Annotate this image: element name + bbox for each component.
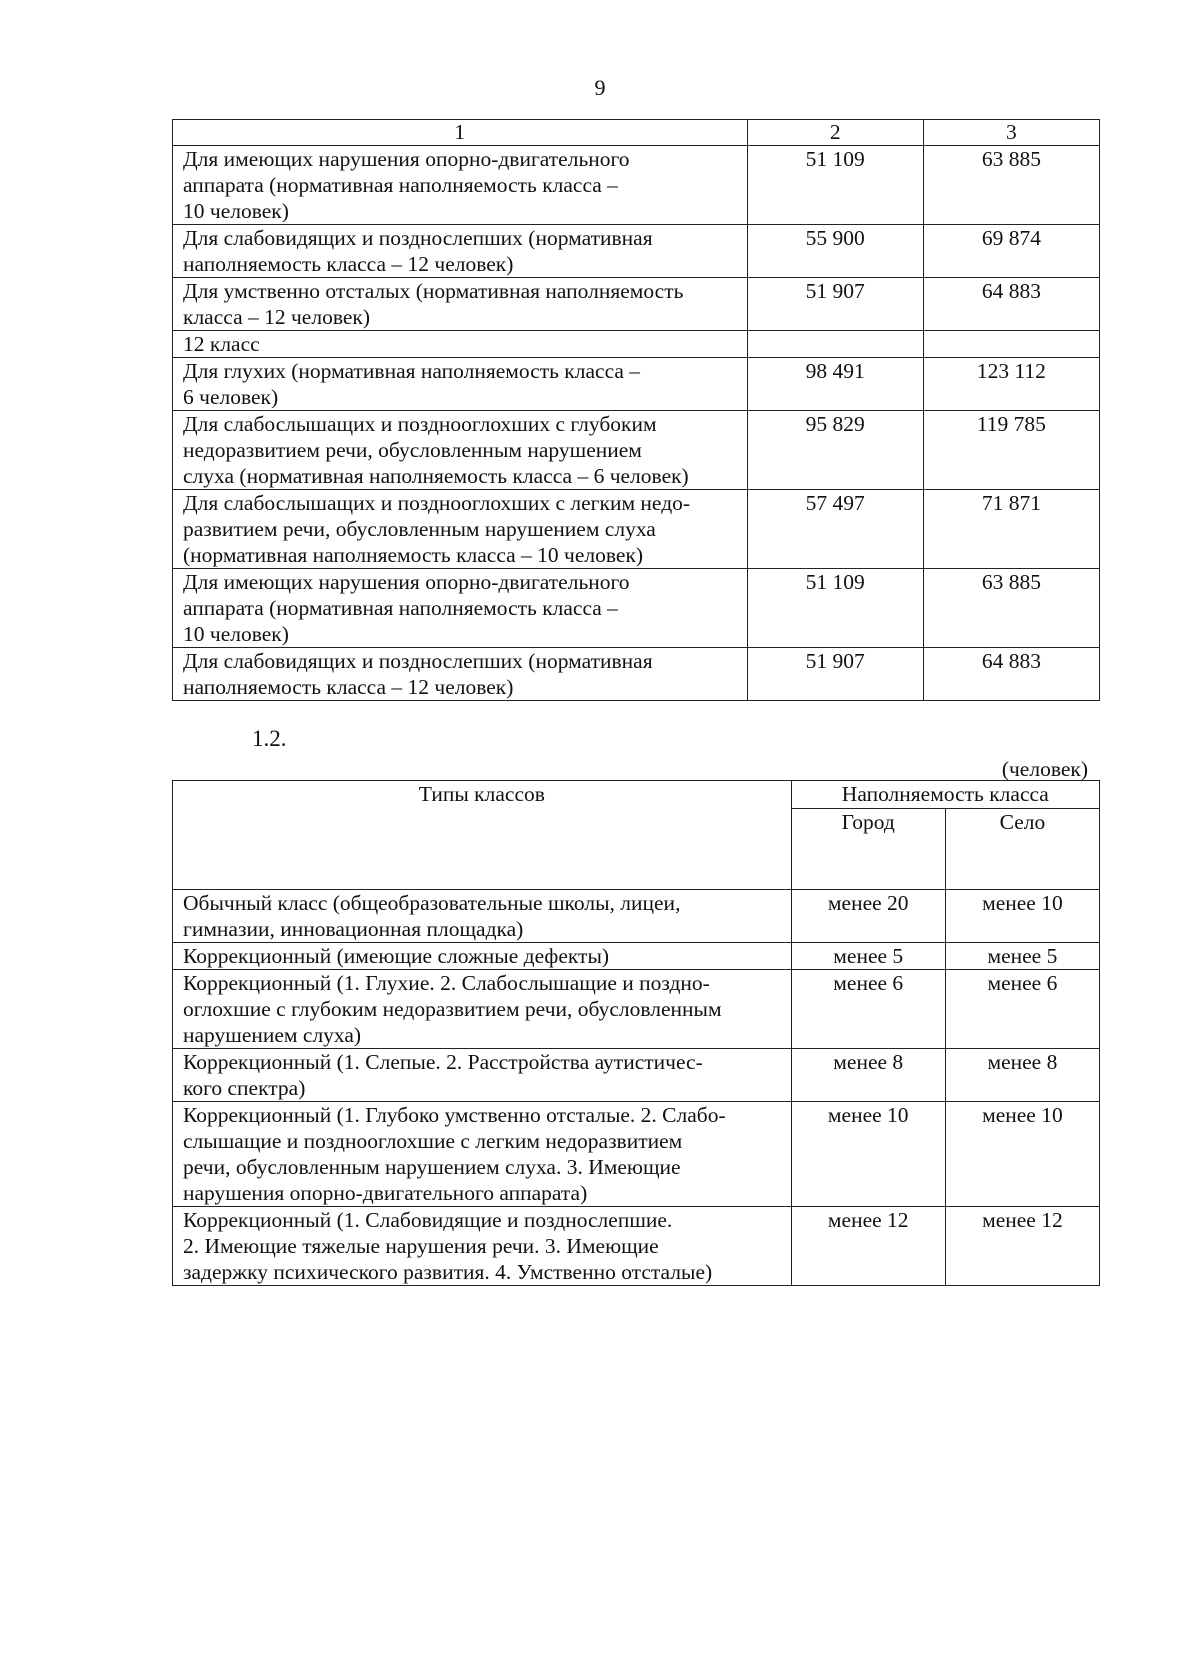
row-label-line: гимназии, инновационная площадка) (183, 917, 524, 941)
city-size-cell: менее 6 (791, 970, 945, 1049)
row-label-line: класса – 12 человек) (183, 305, 370, 329)
village-size-cell: менее 10 (945, 1102, 1099, 1207)
row-label (173, 569, 748, 648)
city-size-cell: менее 5 (791, 943, 945, 970)
row-label-line: 6 человек) (183, 385, 279, 409)
row-label-line: наполняемость класса – 12 человек) (183, 252, 514, 276)
row-label (173, 278, 748, 331)
table-row (173, 490, 1100, 569)
table-row (173, 943, 1100, 970)
value-cell-col2: 51 907 (747, 648, 923, 701)
row-label-line: наполняемость класса – 12 человек) (183, 675, 514, 699)
row-label-line: нарушения опорно-двигательного аппарата) (183, 1181, 588, 1205)
row-label-line: оглохшие с глубоким недоразвитием речи, обусловленным (183, 997, 722, 1021)
funding-table (172, 119, 1100, 701)
row-label-line: 10 человек) (183, 199, 289, 223)
village-size-cell: менее 8 (945, 1049, 1099, 1102)
village-size-cell: менее 10 (945, 890, 1099, 943)
village-header: Село (945, 809, 1099, 890)
class-types-header: Типы классов (173, 781, 792, 890)
row-label (173, 1102, 792, 1207)
value-cell-col3: 63 885 (923, 146, 1099, 225)
value-cell-col3: 64 883 (923, 648, 1099, 701)
row-label-line: Коррекционный (1. Слепые. 2. Расстройства аутистичес- (183, 1050, 703, 1074)
table-header-row (173, 781, 1100, 809)
row-label-line: слуха (нормативная наполняемость класса – 6 человек) (183, 464, 689, 488)
value-cell-col3: 69 874 (923, 225, 1099, 278)
table-row (173, 1102, 1100, 1207)
value-cell-col2: 98 491 (747, 358, 923, 411)
value-cell-col3: 71 871 (923, 490, 1099, 569)
row-label-line: 12 класс (183, 332, 260, 356)
row-label (173, 943, 792, 970)
row-label-line: аппарата (нормативная наполняемость класса – (183, 596, 618, 620)
row-label (173, 146, 748, 225)
table-row (173, 890, 1100, 943)
column-number-1: 1 (173, 120, 748, 146)
city-size-cell: менее 8 (791, 1049, 945, 1102)
table-row (173, 648, 1100, 701)
value-cell-col3: 123 112 (923, 358, 1099, 411)
row-label-line: задержку психического развития. 4. Умственно отсталые) (183, 1260, 713, 1284)
row-label (173, 358, 748, 411)
row-label-line: кого спектра) (183, 1076, 306, 1100)
row-label-line: Для слабовидящих и позднослепших (нормативная (183, 649, 653, 673)
value-cell-col2: 51 109 (747, 569, 923, 648)
row-label-line: Для глухих (нормативная наполняемость класса – (183, 359, 641, 383)
table-row (173, 1207, 1100, 1286)
class-size-table (172, 780, 1100, 1286)
table-row (173, 331, 1100, 358)
row-label (173, 490, 748, 569)
row-label-line: Коррекционный (имеющие сложные дефекты) (183, 944, 610, 968)
value-cell-col3: 63 885 (923, 569, 1099, 648)
value-cell-col2: 51 109 (747, 146, 923, 225)
row-label-line: Для слабослышащих и позднооглохших с легким недо- (183, 491, 691, 515)
value-cell-col2 (747, 331, 923, 358)
value-cell-col2: 55 900 (747, 225, 923, 278)
row-label-line: Для имеющих нарушения опорно-двигательного (183, 147, 630, 171)
table-header-row (173, 120, 1100, 146)
table-row (173, 411, 1100, 490)
table-row (173, 146, 1100, 225)
row-label (173, 648, 748, 701)
row-label (173, 331, 748, 358)
class-size-header: Наполняемость класса (791, 781, 1099, 809)
value-cell-col3: 64 883 (923, 278, 1099, 331)
value-cell-col2: 51 907 (747, 278, 923, 331)
row-label (173, 225, 748, 278)
city-size-cell: менее 12 (791, 1207, 945, 1286)
row-label-line: (нормативная наполняемость класса – 10 человек) (183, 543, 644, 567)
column-number-2: 2 (747, 120, 923, 146)
village-size-cell: менее 6 (945, 970, 1099, 1049)
row-label-line: недоразвитием речи, обусловленным нарушением (183, 438, 642, 462)
table-row (173, 970, 1100, 1049)
row-label-line: 2. Имеющие тяжелые нарушения речи. 3. Имеющие (183, 1234, 659, 1258)
row-label-line: развитием речи, обусловленным нарушением слуха (183, 517, 656, 541)
value-cell-col3: 119 785 (923, 411, 1099, 490)
row-label-line: Для имеющих нарушения опорно-двигательного (183, 570, 630, 594)
row-label (173, 1049, 792, 1102)
row-label-line: 10 человек) (183, 622, 289, 646)
row-label-line: нарушением слуха) (183, 1023, 362, 1047)
section-number: 1.2. (252, 726, 287, 751)
row-label-line: Для слабовидящих и позднослепших (нормативная (183, 226, 653, 250)
row-label-line: Для умственно отсталых (нормативная наполняемость (183, 279, 684, 303)
row-label-line: аппарата (нормативная наполняемость класса – (183, 173, 618, 197)
unit-note: (человек) (1001, 757, 1088, 781)
row-label (173, 970, 792, 1049)
table-row (173, 358, 1100, 411)
column-number-3: 3 (923, 120, 1099, 146)
row-label-line: слышащие и позднооглохшие с легким недоразвитием (183, 1129, 683, 1153)
row-label (173, 411, 748, 490)
value-cell-col2: 57 497 (747, 490, 923, 569)
row-label-line: речи, обусловленным нарушением слуха. 3. Имеющие (183, 1155, 681, 1179)
row-label-line: Для слабослышащих и позднооглохших с глубоким (183, 412, 657, 436)
table-row (173, 569, 1100, 648)
row-label-line: Обычный класс (общеобразовательные школы, лицеи, (183, 891, 681, 915)
value-cell-col3 (923, 331, 1099, 358)
city-size-cell: менее 10 (791, 1102, 945, 1207)
village-size-cell: менее 5 (945, 943, 1099, 970)
city-header: Город (791, 809, 945, 890)
row-label (173, 1207, 792, 1286)
row-label-line: Коррекционный (1. Глухие. 2. Слабослышащие и поздно- (183, 971, 710, 995)
village-size-cell: менее 12 (945, 1207, 1099, 1286)
page-number: 9 (594, 75, 606, 100)
table-row (173, 1049, 1100, 1102)
row-label (173, 890, 792, 943)
table-row (173, 278, 1100, 331)
value-cell-col2: 95 829 (747, 411, 923, 490)
row-label-line: Коррекционный (1. Слабовидящие и позднослепшие. (183, 1208, 673, 1232)
row-label-line: Коррекционный (1. Глубоко умственно отсталые. 2. Слабо- (183, 1103, 726, 1127)
city-size-cell: менее 20 (791, 890, 945, 943)
table-row (173, 225, 1100, 278)
